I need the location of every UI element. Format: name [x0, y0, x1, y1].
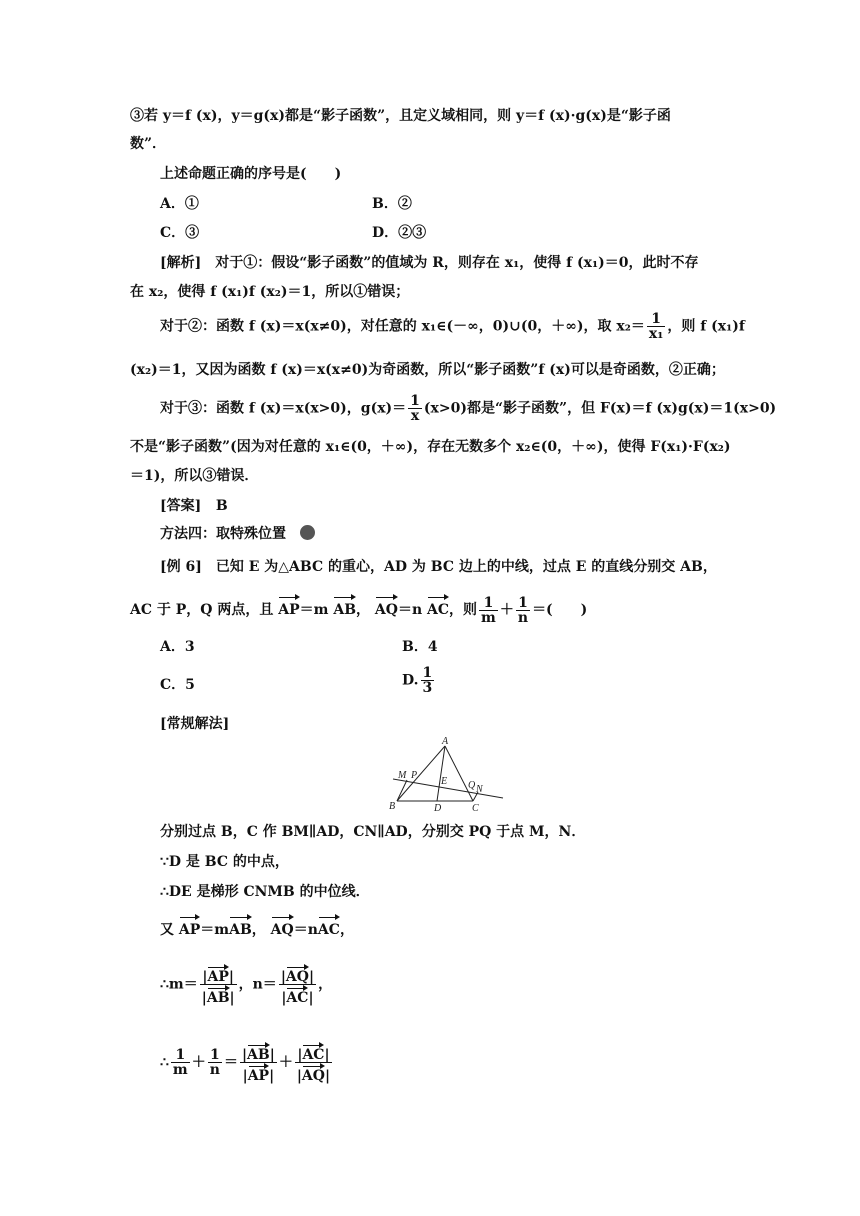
fraction-AQ-over-AC: $\frac{|AQ|}{|AC|}$: [279, 964, 316, 1005]
analysis-p1-text: 对于①：假设“影子函数”的值域为 R，则存在 x₁，使得 f (x₁)＝0，此时不存: [201, 255, 699, 271]
label-C: C: [472, 803, 479, 814]
fraction-AP-over-AB: $\frac{|AP|}{|AB|}$: [200, 964, 237, 1005]
fraction-1-over-m: $\frac{1}{m}$: [172, 1047, 188, 1078]
line-PQ: [393, 779, 503, 798]
bullet-dot-icon: [300, 525, 315, 540]
analysis-paragraph-3-line3: ＝1)，所以③错误．: [130, 468, 259, 484]
vector-AC: AC: [318, 914, 340, 940]
analysis-paragraph-1-line2: 在 x₂，使得 f (x₁)f (x₂)＝1，所以①错误；: [130, 284, 410, 300]
fraction-1-over-x: $\frac{1}{x}$: [410, 393, 420, 424]
fraction-1-over-m: $\frac{1}{m}$: [481, 594, 496, 626]
vector-AP: AP: [278, 594, 299, 620]
vector-AC: AC: [427, 594, 449, 620]
answer-line: [160, 496, 228, 516]
triangle-diagram: [385, 736, 510, 816]
analysis-tag: [解析]: [160, 255, 202, 271]
example-6-line2: AC 于 P，Q 两点，且 AP＝m AB， AQ＝n AC，则 $\frac{1}{m}$ ＋ $\frac{1}{n}$ ＝( ): [130, 594, 588, 626]
method-heading: [160, 524, 315, 544]
solution-line-3: ∴DE 是梯形 CNMB 的中位线．: [160, 884, 370, 900]
analysis-p2-a: 对于②：函数 f (x)＝x(x≠0)，对任意的 x₁∈(－∞，0)∪(0，＋∞)，取 x₂＝: [160, 318, 645, 335]
question-text: 上述命题正确的序号是( ): [160, 166, 342, 182]
regular-method-title: [常规解法]: [160, 716, 230, 732]
analysis-p3-b: (x>0)都是“影子函数”，但 F(x)＝f (x)g(x)＝1(x>0): [423, 400, 777, 417]
example-option-b: B．4: [402, 639, 438, 655]
example-text: 已知 E 为△ABC 的重心，AD 为 BC 边上的中线，过点 E 的直线分别交 AB，: [201, 559, 717, 575]
solution-line-2: ∵D 是 BC 的中点，: [160, 854, 289, 870]
fraction-1-over-x1: $\frac{1}{\text{x₁}}$: [648, 311, 664, 342]
analysis-paragraph-1: [160, 253, 698, 273]
label-P: P: [411, 770, 418, 781]
solution-line-4: 又 AP＝mAB， AQ＝nAC，: [160, 914, 354, 940]
vector-AQ: AQ: [375, 594, 398, 620]
method-title: 方法四：取特殊位置: [160, 526, 286, 542]
label-N: N: [476, 784, 483, 795]
fraction-1-over-n: $\frac{1}{n}$: [209, 1047, 220, 1078]
option-a: A．①: [160, 196, 199, 212]
line-BM: [397, 780, 407, 801]
example-tag: [例 6]: [160, 559, 202, 575]
analysis-p3-a: 对于③：函数 f (x)＝x(x>0)，g(x)＝: [160, 400, 407, 417]
side-AC: [445, 746, 473, 801]
solution-line-5: ∴m＝ $\frac{|AP|}{|AB|}$ ，n＝ $\frac{|AQ|}{|AC|}$ ，: [160, 964, 332, 1005]
fraction-1-over-n: $\frac{1}{n}$: [517, 594, 529, 626]
analysis-paragraph-3: [160, 394, 776, 423]
vector-AQ: AQ: [271, 914, 294, 940]
analysis-paragraph-2: [160, 312, 745, 341]
example-option-a: A．3: [160, 639, 195, 655]
solution-line-6: ∴ $\frac{1}{m}$ ＋ $\frac{1}{n}$ ＝ $\frac{|AB|}{|AP|}$ ＋ $\frac{|AC|}{|AQ|}$: [160, 1042, 334, 1083]
analysis-paragraph-2-line2: (x₂)＝1，又因为函数 f (x)＝x(x≠0)为奇函数，所以“影子函数”f (x)可以是奇函数，②正确；: [130, 362, 725, 378]
vector-AP: AP: [179, 914, 200, 940]
option-b: B．②: [372, 196, 412, 212]
label-Q: Q: [468, 780, 476, 791]
answer-value: B: [215, 498, 228, 514]
option-c: C．③: [160, 225, 200, 241]
proposition-3-line2: 数”．: [130, 136, 167, 152]
answer-label: [答案]: [160, 498, 202, 514]
vector-AB: AB: [229, 914, 252, 940]
analysis-paragraph-3-line2: 不是“影子函数”(因为对任意的 x₁∈(0，＋∞)，存在无数多个 x₂∈(0，＋∞)，使得 F(x₁)·F(x₂): [130, 439, 731, 455]
example-6-line1: [160, 557, 717, 577]
label-M: M: [398, 770, 407, 781]
analysis-p2-b: ，则 f (x₁)f: [667, 318, 745, 335]
vector-AB: AB: [333, 594, 356, 620]
label-D: D: [434, 803, 442, 814]
option-d: D．②③: [372, 225, 427, 241]
example-option-d: D. $\frac{1}{3}$: [402, 665, 433, 696]
label-E: E: [441, 776, 448, 787]
example-option-c: C．5: [160, 677, 195, 693]
label-B: B: [389, 801, 396, 812]
proposition-3-line1: ③若 y＝f (x)，y＝g(x)都是“影子函数”，且定义域相同，则 y＝f (x)·g(x)是“影子函: [130, 108, 671, 124]
solution-line-1: 分别过点 B，C 作 BM∥AD，CN∥AD，分别交 PQ 于点 M，N．: [160, 824, 586, 840]
fraction-AB-over-AP: $\frac{|AB|}{|AP|}$: [240, 1042, 277, 1083]
fraction-1-over-3: $\frac{1}{3}$: [422, 665, 433, 696]
fraction-AC-over-AQ: $\frac{|AC|}{|AQ|}$: [295, 1042, 332, 1083]
label-A: A: [442, 736, 449, 747]
